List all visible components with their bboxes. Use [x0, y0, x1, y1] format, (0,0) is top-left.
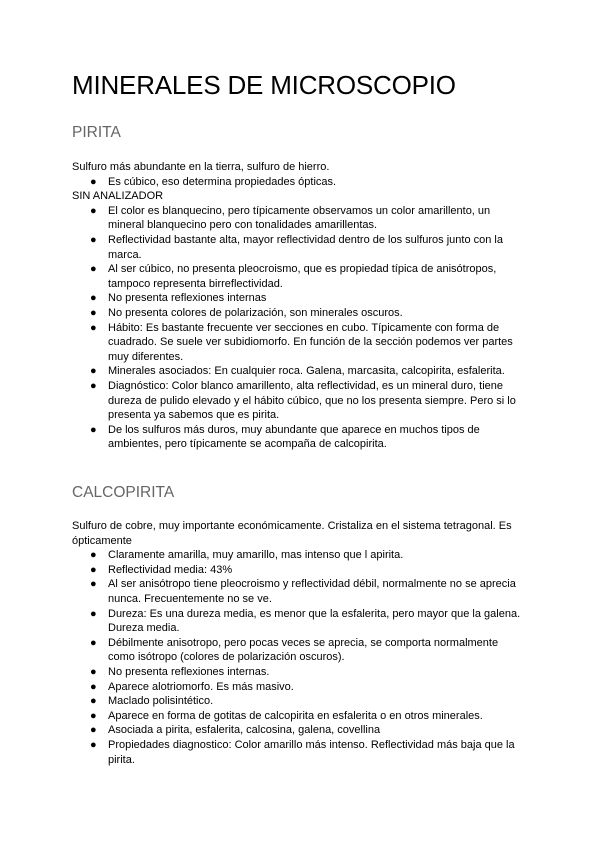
bullet-icon: ●	[90, 365, 97, 378]
bullet-icon: ●	[90, 578, 97, 591]
bullet-icon: ●	[90, 680, 97, 693]
bullet-icon: ●	[90, 292, 97, 305]
list-item	[72, 306, 528, 321]
list-item	[72, 262, 528, 291]
pirita-bullet-list-b	[72, 204, 528, 452]
bullet-icon: ●	[90, 233, 97, 246]
list-item-text: Minerales asociados: En cualquier roca. Galena, marcasita, calcopirita, esfalerita.	[108, 365, 505, 378]
list-item	[72, 204, 528, 233]
list-item-text: No presenta reflexiones internas	[108, 292, 267, 305]
list-item-text: El color es blanquecino, pero típicamente observamos un color amarillento, un mineral blanquecino pero con tonalidades amarillentas.	[108, 204, 491, 232]
pirita-subheading: SIN ANALIZADOR	[72, 190, 164, 203]
list-item	[72, 379, 528, 423]
list-item-text: No presenta reflexiones internas.	[108, 665, 270, 678]
list-item-text: Aparece alotriomorfo. Es más masivo.	[108, 680, 294, 693]
section-body-pirita	[72, 160, 528, 452]
bullet-icon: ●	[90, 607, 97, 620]
list-item	[72, 694, 528, 709]
list-item	[72, 175, 528, 190]
bullet-icon: ●	[90, 423, 97, 436]
section-heading-pirita: PIRITA	[72, 124, 121, 141]
list-item-text: Reflectividad bastante alta, mayor reflectividad dentro de los sulfuros junto con la marca.	[108, 233, 503, 261]
bullet-icon: ●	[90, 563, 97, 576]
list-item	[72, 680, 528, 695]
list-item-text: No presenta colores de polarización, son minerales oscuros.	[108, 306, 403, 319]
list-item	[72, 723, 528, 738]
list-item-text: Aparece en forma de gotitas de calcopirita en esfalerita o en otros minerales.	[108, 709, 483, 722]
list-item-text: Débilmente anisotropo, pero pocas veces se aprecia, se comporta normalmente como isótropo (colores de polarización oscuros).	[108, 636, 499, 664]
bullet-icon: ●	[90, 738, 97, 751]
bullet-icon: ●	[90, 175, 97, 188]
bullet-icon: ●	[90, 636, 97, 649]
pirita-intro: Sulfuro más abundante en la tierra, sulfuro de hierro.	[72, 161, 330, 173]
bullet-icon: ●	[90, 306, 97, 319]
list-item	[72, 321, 528, 365]
list-item-text: Asociada a pirita, esfalerita, calcosina, galena, covellina	[108, 724, 381, 737]
bullet-icon: ●	[90, 724, 97, 737]
bullet-icon: ●	[90, 709, 97, 722]
list-item-text: Maclado polisintético.	[108, 695, 214, 708]
list-item	[72, 291, 528, 306]
list-item-text: De los sulfuros más duros, muy abundante que aparece en muchos tipos de ambientes, pero típicamente se acompaña de calcopirita.	[108, 423, 480, 451]
bullet-icon: ●	[90, 695, 97, 708]
list-item	[72, 665, 528, 680]
calcopirita-intro: Sulfuro de cobre, muy importante económicamente. Cristaliza en el sistema tetragonal. Es ópticamente	[72, 520, 512, 547]
list-item-text: Es cúbico, eso determina propiedades ópticas.	[108, 175, 337, 188]
bullet-icon: ●	[90, 665, 97, 678]
bullet-icon: ●	[90, 379, 97, 392]
list-item-text: Diagnóstico: Color blanco amarillento, alta reflectividad, es un mineral duro, tiene dureza de pulido elevado y el hábito cúbico, que no los presenta siempre. Pero si lo presenta ya sabemos que es pirita.	[108, 379, 516, 422]
list-item	[72, 423, 528, 452]
list-item-text: Claramente amarilla, muy amarillo, mas intenso que l apirita.	[108, 549, 404, 562]
list-item-text: Hábito: Es bastante frecuente ver secciones en cubo. Típicamente con forma de cuadrado. Se suele ver subidiomorfo. En función de la sección podemos ver partes muy diferentes.	[108, 321, 513, 363]
bullet-icon: ●	[90, 204, 97, 217]
section-body-calcopirita	[72, 519, 528, 767]
list-item	[72, 577, 528, 606]
list-item-text: Dureza: Es una dureza media, es menor que la esfalerita, pero mayor que la galena. Dureza media.	[108, 607, 521, 635]
list-item	[72, 563, 528, 578]
list-item	[72, 364, 528, 379]
calcopirita-bullet-list	[72, 548, 528, 767]
bullet-icon: ●	[90, 263, 97, 276]
list-item	[72, 738, 528, 767]
list-item-text: Propiedades diagnostico: Color amarillo más intenso. Reflectividad más baja que la pirita.	[108, 738, 515, 766]
list-item-text: Al ser cúbico, no presenta pleocroismo, que es propiedad típica de anisótropos, tampoco representa birreflectividad.	[108, 263, 497, 290]
list-item	[72, 709, 528, 724]
bullet-icon: ●	[90, 549, 97, 562]
list-item-text: Al ser anisótropo tiene pleocroismo y reflectividad débil, normalmente no se aprecia nunca. Frecuentemente no se ve.	[108, 578, 516, 605]
list-item	[72, 607, 528, 636]
bullet-icon: ●	[90, 321, 97, 334]
pirita-bullet-list-a	[72, 175, 528, 190]
list-item	[72, 233, 528, 262]
list-item	[72, 548, 528, 563]
section-heading-calcopirita: CALCOPIRITA	[72, 484, 175, 501]
list-item-text: Reflectividad media: 43%	[108, 563, 233, 576]
page-title: MINERALES DE MICROSCOPIO	[72, 70, 456, 100]
list-item	[72, 636, 528, 665]
